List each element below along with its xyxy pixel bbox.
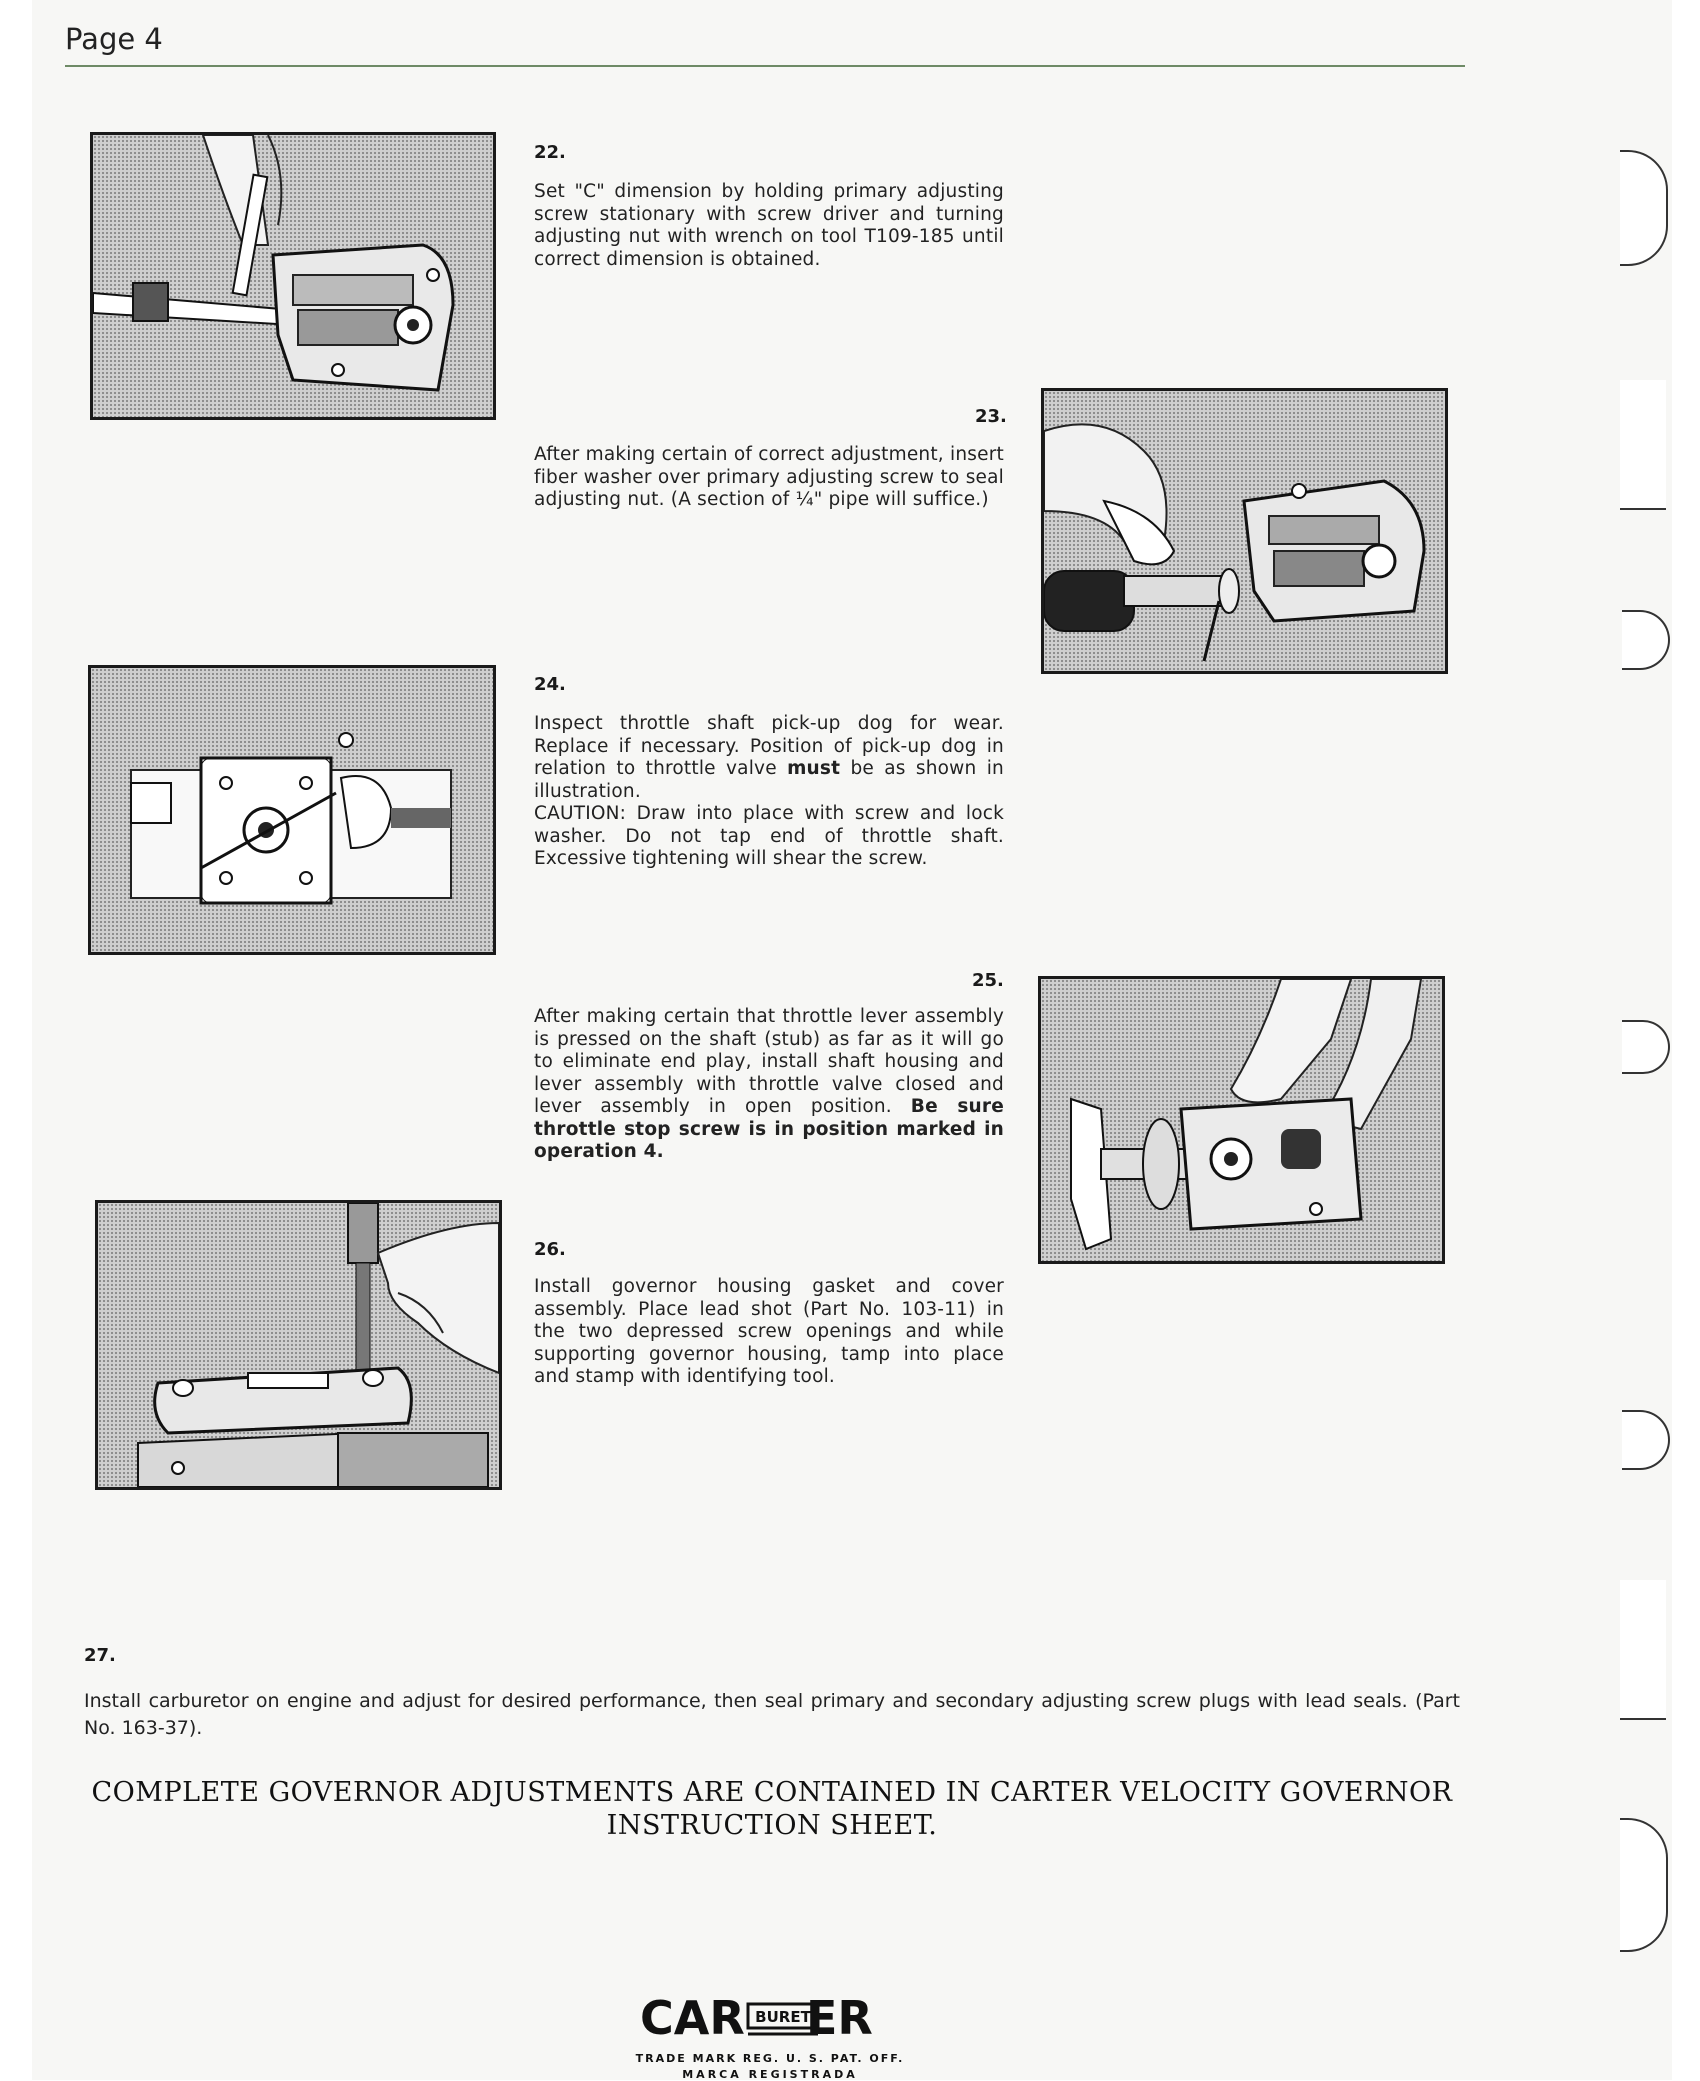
photo-step-24	[88, 665, 496, 955]
step-24-emphasis: must	[787, 758, 841, 779]
photo-step-23	[1041, 388, 1448, 674]
step-24-text-part2: be as shown in illustration.	[534, 758, 1004, 802]
step-27-text: Install carburetor on engine and adjust for desired performance, then seal primary and secondary adjusting screw plugs with lead seals. (Part No. 163-37).	[84, 1690, 1460, 1739]
step-27-number: 27.	[84, 1645, 116, 1666]
step-25-text-main: After making certain that throttle lever assembly is pressed on the shaft (stub) as far as it will go to eliminate end play, install shaft housing and lever assembly with throttle valve closed and lever assembly in open position.	[534, 1006, 1004, 1117]
trademark-text: TRADE MARK REG. U. S. PAT. OFF.	[635, 2052, 905, 2065]
step-25-text	[534, 1006, 1004, 1164]
logo-right: ER	[806, 1991, 873, 2042]
step-24-number: 24.	[534, 674, 566, 695]
photo-step-25	[1038, 976, 1445, 1264]
binder-hole-6	[1620, 1580, 1666, 1720]
step-26-text: Install governor housing gasket and cover assembly. Place lead shot (Part No. 103-11) in the two depressed screw openings and while supporting governor housing, tamp into place and stamp with identifying tool.	[534, 1276, 1004, 1387]
binder-hole-1	[1620, 150, 1668, 266]
notice-line-1: COMPLETE GOVERNOR ADJUSTMENTS ARE CONTAINED IN CARTER VELOCITY GOVERNOR	[91, 1777, 1453, 1808]
step-23-text: After making certain of correct adjustment, insert fiber washer over primary adjusting screw to seal adjusting nut. (A section of ¼" pipe will suffice.)	[534, 444, 1004, 510]
carter-logo	[640, 1990, 900, 2042]
throttle-lever-illustration	[1041, 979, 1442, 1261]
binder-hole-2	[1620, 380, 1666, 510]
step-22-text: Set "C" dimension by holding primary adjusting screw stationary with screw driver and turning adjusting nut with wrench on tool T109-185 until correct dimension is obtained.	[534, 181, 1004, 270]
screwdriver-adjustment-illustration	[93, 135, 493, 417]
step-25-emphasis: Be sure throttle stop screw is in position marked in operation 4.	[534, 1096, 1004, 1162]
step-24-text	[534, 713, 1004, 871]
step-24-text-part1: Inspect throttle shaft pick-up dog for wear. Replace if necessary. Position of pick-up dog in relation to throttle valve	[534, 713, 1004, 779]
header-rule	[65, 65, 1465, 67]
step-24-caution: CAUTION: Draw into place with screw and lock washer. Do not tap end of throttle shaft. Excessive tightening will shear the screw.	[534, 803, 1004, 869]
step-26-number: 26.	[534, 1239, 566, 1260]
step-23-number: 23.	[975, 406, 1007, 427]
photo-step-26	[95, 1200, 502, 1490]
binder-hole-7	[1620, 1818, 1668, 1952]
logo-left: CAR	[640, 1991, 745, 2042]
lead-shot-tamping-illustration	[98, 1203, 499, 1487]
page-label: Page 4	[65, 22, 163, 56]
pickup-dog-illustration	[91, 668, 493, 952]
marca-registrada-text: MARCA REGISTRADA	[682, 2068, 858, 2081]
fiber-washer-illustration	[1044, 391, 1445, 671]
governor-notice	[84, 1776, 1460, 1842]
logo-middle: BURET	[755, 2008, 811, 2026]
step-25-number: 25.	[972, 970, 1004, 991]
step-22-number: 22.	[534, 142, 566, 163]
notice-line-2: INSTRUCTION SHEET.	[606, 1810, 938, 1841]
photo-step-22	[90, 132, 496, 420]
